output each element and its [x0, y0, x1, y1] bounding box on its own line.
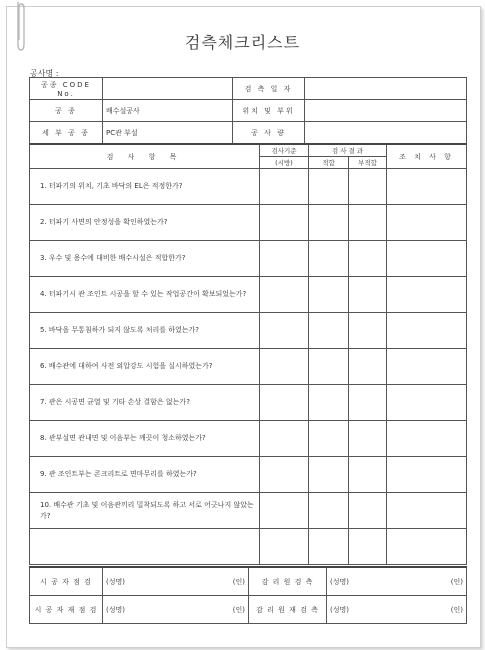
action-cell[interactable] [387, 493, 467, 529]
checklist-row [30, 421, 467, 457]
result-ok-cell[interactable] [309, 493, 349, 529]
seal-placeholder: (인) [232, 605, 245, 614]
signature-label: 감 리 원 재 검 측 [249, 596, 327, 624]
checklist-row [30, 277, 467, 313]
action-cell[interactable] [387, 169, 467, 205]
checklist-item-text: 4. 터파기시 관 조인트 시공을 할 수 있는 작업공간이 확보되었는가? [30, 277, 260, 313]
result-ok-cell[interactable] [309, 385, 349, 421]
result-ok-cell[interactable] [309, 277, 349, 313]
criteria-cell[interactable] [260, 457, 309, 493]
result-ng-cell[interactable] [349, 349, 387, 385]
result-ok-cell[interactable] [309, 349, 349, 385]
checklist-item-text: 10. 배수관 기초 및 이음관끼리 밀착되도록 하고 서로 어긋나지 않았는가? [30, 493, 260, 529]
checklist-item-text: 7. 관은 시공면 균열 및 기타 손상 결함은 없는가? [30, 385, 260, 421]
seal-placeholder: (인) [450, 605, 463, 614]
checklist-row [30, 313, 467, 349]
checklist-table [29, 143, 467, 565]
info-label: 공 사 량 [233, 122, 305, 144]
info-label: 위치 및 부위 [233, 100, 305, 122]
header-item: 검 사 항 목 [30, 144, 260, 169]
info-label: 세 부 공 종 [30, 122, 103, 144]
checklist-item-text: 8. 관부설면 관내면 및 이음부는 깨끗이 청소하였는가? [30, 421, 260, 457]
checklist-item-text: 3. 우수 및 용수에 대비한 배수시설은 적합한가? [30, 241, 260, 277]
header-criteria: 검사기준 [260, 144, 309, 157]
info-row [30, 122, 467, 144]
name-placeholder: (성명) [330, 577, 349, 586]
result-ng-cell[interactable] [349, 385, 387, 421]
checklist-row [30, 169, 467, 205]
signature-field[interactable] [327, 567, 467, 596]
action-cell[interactable] [387, 277, 467, 313]
info-table [29, 77, 467, 144]
result-ng-cell[interactable] [349, 493, 387, 529]
info-row [30, 100, 467, 122]
checklist-item-text: 2. 터파기 사면의 안정성을 확인하였는가? [30, 205, 260, 241]
info-row [30, 78, 467, 100]
criteria-cell[interactable] [260, 385, 309, 421]
info-value[interactable] [103, 78, 233, 100]
header-result-ok: 적합 [309, 157, 349, 169]
signature-table [29, 566, 467, 624]
checklist-item-text: 5. 바닥을 무통침하가 되지 않도록 처리를 하였는가? [30, 313, 260, 349]
header-result: 검 사 결 과 [309, 144, 387, 157]
result-ng-cell[interactable] [349, 277, 387, 313]
checklist-item-text: 6. 배수관에 대하여 사전 외압강도 시험을 실시하였는가? [30, 349, 260, 385]
criteria-cell[interactable] [260, 493, 309, 529]
result-ok-cell[interactable] [309, 205, 349, 241]
name-placeholder: (성명) [330, 605, 349, 614]
checklist-row [30, 205, 467, 241]
header-action: 조 치 사 항 [387, 144, 467, 169]
name-placeholder: (성명) [106, 577, 125, 586]
result-ng-cell[interactable] [349, 169, 387, 205]
project-name-label: 공사명 : [30, 69, 59, 78]
signature-label: 시 공 자 점 검 [30, 567, 103, 596]
seal-placeholder: (인) [232, 577, 245, 586]
signature-label: 감 리 원 검 측 [249, 567, 327, 596]
result-ok-cell[interactable] [309, 169, 349, 205]
signature-row [30, 567, 467, 596]
signature-field[interactable] [103, 596, 249, 624]
document-title: 검측체크리스트 [184, 33, 301, 52]
criteria-cell[interactable] [260, 169, 309, 205]
seal-placeholder: (인) [450, 577, 463, 586]
result-ng-cell[interactable] [349, 529, 387, 565]
criteria-cell[interactable] [260, 421, 309, 457]
info-label: 공종 CODE No. [30, 78, 103, 100]
action-cell[interactable] [387, 205, 467, 241]
checklist-row [30, 493, 467, 529]
checklist-row-blank [30, 529, 467, 565]
info-label: 검 측 일 자 [233, 78, 305, 100]
criteria-cell[interactable] [260, 241, 309, 277]
result-ng-cell[interactable] [349, 313, 387, 349]
action-cell[interactable] [387, 241, 467, 277]
criteria-cell[interactable] [260, 529, 309, 565]
checklist-row [30, 385, 467, 421]
result-ok-cell[interactable] [309, 241, 349, 277]
signature-label: 시 공 자 재 점 검 [30, 596, 103, 624]
checklist-item-text: 9. 관 조인트부는 콘크리트로 면마무리를 하였는가? [30, 457, 260, 493]
info-value[interactable] [305, 122, 467, 144]
header-result-ng: 부적합 [349, 157, 387, 169]
signature-row [30, 596, 467, 624]
info-value[interactable] [305, 78, 467, 100]
action-cell[interactable] [387, 385, 467, 421]
signature-field[interactable] [103, 567, 249, 596]
result-ng-cell[interactable] [349, 241, 387, 277]
result-ng-cell[interactable] [349, 205, 387, 241]
criteria-cell[interactable] [260, 349, 309, 385]
signature-field[interactable] [327, 596, 467, 624]
action-cell[interactable] [387, 349, 467, 385]
checklist-header-row [30, 144, 467, 157]
checklist-row [30, 241, 467, 277]
action-cell[interactable] [387, 529, 467, 565]
info-value[interactable]: PC관 부설 [103, 122, 233, 144]
checklist-item-text[interactable] [30, 529, 260, 565]
action-cell[interactable] [387, 457, 467, 493]
info-label: 공 종 [30, 100, 103, 122]
result-ok-cell[interactable] [309, 529, 349, 565]
name-placeholder: (성명) [106, 605, 125, 614]
info-value[interactable]: 배수설공사 [103, 100, 233, 122]
result-ng-cell[interactable] [349, 457, 387, 493]
result-ok-cell[interactable] [309, 313, 349, 349]
checklist-item-text: 1. 터파기의 위치, 기초 바닥의 EL은 적정한가? [30, 169, 260, 205]
result-ok-cell[interactable] [309, 421, 349, 457]
criteria-cell[interactable] [260, 313, 309, 349]
checklist-row [30, 349, 467, 385]
action-cell[interactable] [387, 421, 467, 457]
checklist-row [30, 457, 467, 493]
info-value[interactable] [305, 100, 467, 122]
criteria-cell[interactable] [260, 277, 309, 313]
result-ok-cell[interactable] [309, 457, 349, 493]
header-criteria-sub: (시방) [260, 157, 309, 169]
criteria-cell[interactable] [260, 205, 309, 241]
action-cell[interactable] [387, 313, 467, 349]
result-ng-cell[interactable] [349, 421, 387, 457]
